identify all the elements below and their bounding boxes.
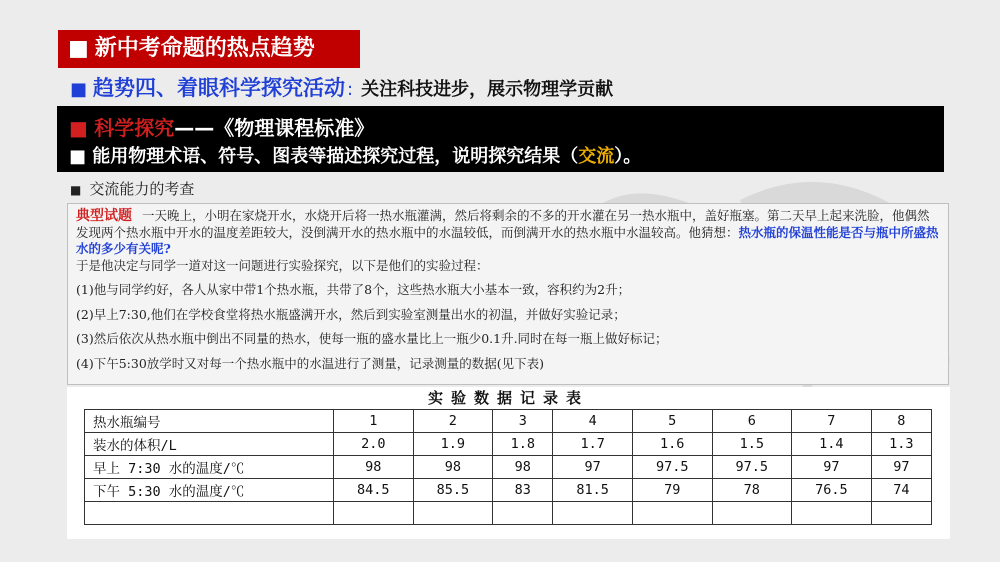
table-title: 实验数据记录表 bbox=[427, 389, 589, 407]
table-cell: 97.5 bbox=[712, 456, 792, 479]
data-table-panel bbox=[67, 387, 950, 539]
table-cell: 84.5 bbox=[334, 479, 414, 502]
curriculum-standard-box bbox=[57, 106, 944, 172]
table-cell: 1.5 bbox=[712, 433, 792, 456]
problem-step-2: (2)早上7:30,他们在学校食堂将热水瓶盛满开水，然后到实验室测量出水的初温，并做好实验记录； bbox=[76, 306, 626, 322]
trend-heading bbox=[70, 73, 613, 103]
table-cell: 81.5 bbox=[553, 479, 633, 502]
table-cell: 1.8 bbox=[493, 433, 553, 456]
page-title: 新中考命题的热点趋势 bbox=[94, 36, 315, 61]
row-header: 热水瓶编号 bbox=[85, 410, 334, 433]
row-header bbox=[85, 502, 334, 525]
section-subheading bbox=[70, 178, 194, 199]
table-cell: 5 bbox=[632, 410, 712, 433]
table-cell: 2.0 bbox=[334, 433, 414, 456]
table-cell: 2 bbox=[413, 410, 493, 433]
standard-label: 科学探究 bbox=[94, 116, 175, 140]
table-cell: 8 bbox=[871, 410, 931, 433]
table-row bbox=[85, 456, 932, 479]
trend-title: 趋势四、着眼科学探究活动 bbox=[93, 76, 346, 100]
table-cell: 4 bbox=[553, 410, 633, 433]
table-cell: 6 bbox=[712, 410, 792, 433]
table-cell: 97.5 bbox=[632, 456, 712, 479]
requirement-text-a: 能用物理术语、符号、图表等描述探究过程，说明探究结果（ bbox=[92, 146, 579, 167]
table-cell: 1 bbox=[334, 410, 414, 433]
table-cell: 83 bbox=[493, 479, 553, 502]
square-bullet-icon: ■ bbox=[70, 183, 82, 197]
table-cell: 1.3 bbox=[871, 433, 931, 456]
table-cell: 1.9 bbox=[413, 433, 493, 456]
table-cell bbox=[493, 502, 553, 525]
table-cell: 3 bbox=[493, 410, 553, 433]
subheading-text: 交流能力的考查 bbox=[89, 180, 195, 198]
problem-step-1: (1)他与同学约好，各人从家中带1个热水瓶，共带了8个，这些热水瓶大小基本一致，容积约为2升； bbox=[76, 282, 631, 297]
page-title-banner bbox=[58, 30, 360, 68]
table-cell: 79 bbox=[632, 479, 712, 502]
table-row bbox=[85, 410, 932, 433]
table-cell bbox=[632, 502, 712, 525]
table-cell: 97 bbox=[871, 456, 931, 479]
row-header: 下午 5:30 水的温度/℃ bbox=[85, 479, 334, 502]
table-cell bbox=[553, 502, 633, 525]
problem-intro bbox=[76, 208, 940, 258]
square-bullet-icon: ■ bbox=[69, 146, 87, 167]
problem-text-box bbox=[67, 203, 949, 385]
square-bullet-icon: ■ bbox=[68, 36, 89, 61]
table-row bbox=[85, 433, 932, 456]
table-cell: 74 bbox=[871, 479, 931, 502]
requirement-highlight: 交流 bbox=[578, 146, 615, 167]
table-cell: 98 bbox=[334, 456, 414, 479]
square-bullet-icon: ■ bbox=[70, 79, 88, 100]
table-cell: 98 bbox=[493, 456, 553, 479]
requirement-text-b: ）。 bbox=[614, 146, 642, 167]
problem-intro-b: 于是他决定与同学一道对这一问题进行实验探究，以下是他们的实验过程： bbox=[76, 257, 489, 273]
table-cell: 1.6 bbox=[632, 433, 712, 456]
table-row bbox=[85, 502, 932, 525]
problem-question: 热水瓶的保温性能是否与瓶中所盛热水的多少有关呢? bbox=[76, 224, 939, 256]
table-cell bbox=[334, 502, 414, 525]
table-cell bbox=[712, 502, 792, 525]
table-cell: 7 bbox=[792, 410, 872, 433]
table-cell: 85.5 bbox=[413, 479, 493, 502]
trend-subtitle: 关注科技进步，展示物理学贡献 bbox=[361, 79, 614, 100]
table-cell: 97 bbox=[792, 456, 872, 479]
trend-colon: : bbox=[347, 79, 354, 100]
problem-label: 典型试题 bbox=[76, 208, 132, 224]
table-cell: 76.5 bbox=[792, 479, 872, 502]
table-cell bbox=[792, 502, 872, 525]
table-cell: 1.4 bbox=[792, 433, 872, 456]
row-header: 装水的体积/L bbox=[85, 433, 334, 456]
problem-step-3: (3)然后依次从热水瓶中倒出不同量的热水，使每一瓶的盛水量比上一瓶少0.1升.同时在每一瓶上做好标记； bbox=[76, 331, 668, 346]
table-cell: 1.7 bbox=[553, 433, 633, 456]
standard-requirement bbox=[69, 142, 641, 168]
table-row bbox=[85, 479, 932, 502]
table-cell: 78 bbox=[712, 479, 792, 502]
problem-step-4: (4)下午5:30放学时又对每一个热水瓶中的水温进行了测量，记录测量的数据(见下表) bbox=[76, 355, 545, 371]
row-header: 早上 7:30 水的温度/℃ bbox=[85, 456, 334, 479]
standard-heading bbox=[69, 112, 374, 141]
table-cell: 97 bbox=[553, 456, 633, 479]
standard-source: ——《物理课程标准》 bbox=[174, 116, 375, 140]
table-cell: 98 bbox=[413, 456, 493, 479]
problem-intro-a: 一天晚上，小明在家烧开水，水烧开后将一热水瓶灌满，然后将剩余的不多的开水灌在另一热水瓶中，盖好瓶塞。第二天早上起来洗脸，他偶然发现两个热水瓶中开水的温度差距较大，没倒满开水的热水瓶中的水温较低，而倒满开水的热水瓶中水温较高。他猜想： bbox=[76, 208, 930, 240]
data-table bbox=[84, 409, 932, 525]
square-bullet-icon: ■ bbox=[69, 116, 88, 140]
table-cell bbox=[871, 502, 931, 525]
table-cell bbox=[413, 502, 493, 525]
